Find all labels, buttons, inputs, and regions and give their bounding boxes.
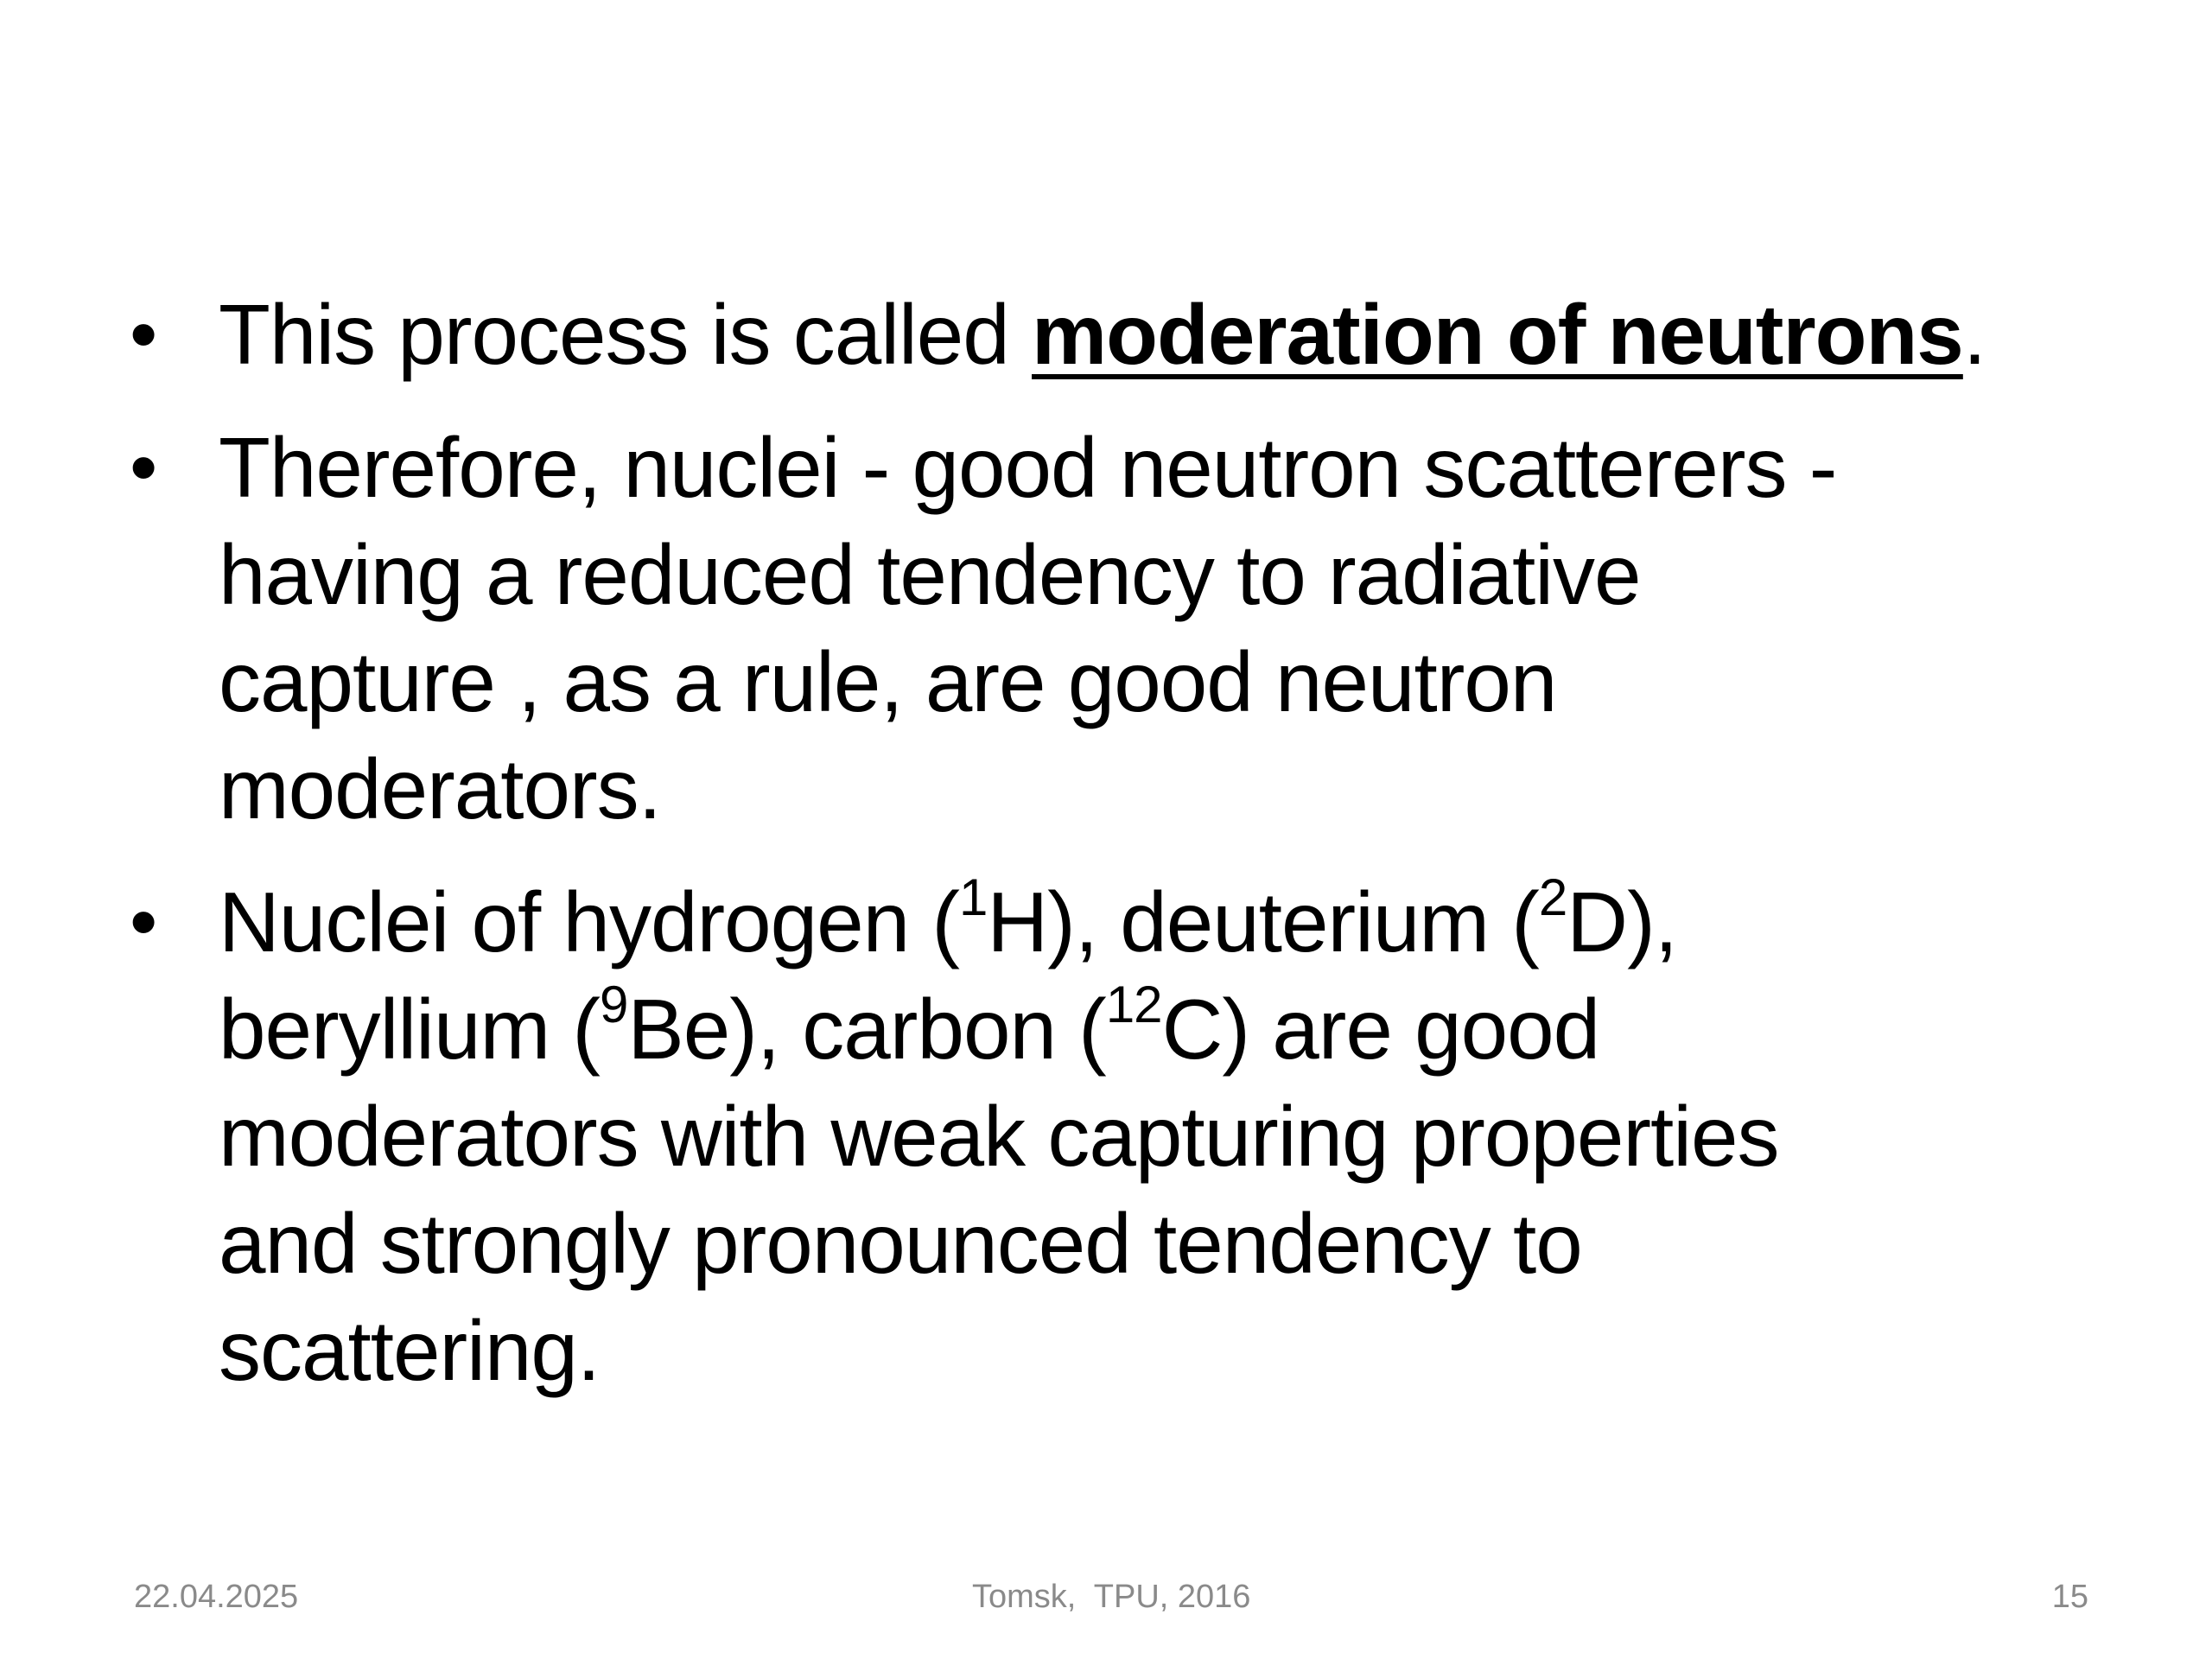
bullet-1-key-term: moderation of neutrons — [1032, 287, 1963, 382]
bullet-2-line-3: capture , as a rule, are good neutron — [219, 634, 1557, 729]
bullet-3-line-3: moderators with weak capturing properties — [219, 1089, 1779, 1184]
slide-number: 15 — [2051, 1579, 2088, 1615]
bullet-item-3 — [130, 868, 2117, 1404]
bullet-3-text: beryllium ( — [219, 982, 600, 1077]
bullet-item-1 — [130, 281, 2117, 388]
bullet-3-text: H), deuterium ( — [987, 874, 1539, 969]
bullet-3-line-2 — [219, 976, 1600, 1077]
bullet-2-line-4: moderators. — [219, 741, 661, 836]
footer-date: 22.04.2025 — [134, 1579, 299, 1615]
bullet-1-text-post: . — [1962, 287, 1986, 382]
bullet-list — [130, 281, 2117, 1430]
bullet-3-text: Nuclei of hydrogen ( — [219, 874, 960, 969]
bullet-icon: • — [130, 878, 157, 966]
bullet-3-line-4: and strongly pronounced tendency to — [219, 1196, 1582, 1291]
bullet-3-text: D), — [1567, 874, 1677, 969]
bullet-3-text: Be), carbon ( — [627, 982, 1106, 1077]
hydrogen-mass-number: 1 — [959, 868, 988, 927]
bullet-3-line-1 — [219, 868, 1677, 969]
bullet-2-line-1: Therefore, nuclei - good neutron scatterers - — [219, 420, 1837, 515]
bullet-3-text: C) are good — [1161, 982, 1600, 1077]
bullet-item-2 — [130, 414, 2117, 842]
bullet-3-line-5: scattering. — [219, 1303, 601, 1398]
footer-center-text: Tomsk, TPU, 2016 — [972, 1579, 1251, 1615]
carbon-mass-number: 12 — [1105, 976, 1162, 1034]
beryllium-mass-number: 9 — [599, 976, 628, 1034]
bullet-icon: • — [130, 423, 157, 512]
deuterium-mass-number: 2 — [1538, 868, 1567, 927]
bullet-icon: • — [130, 290, 157, 378]
bullet-2-line-2: having a reduced tendency to radiative — [219, 527, 1641, 622]
bullet-1-text-pre: This process is called — [219, 287, 1033, 382]
